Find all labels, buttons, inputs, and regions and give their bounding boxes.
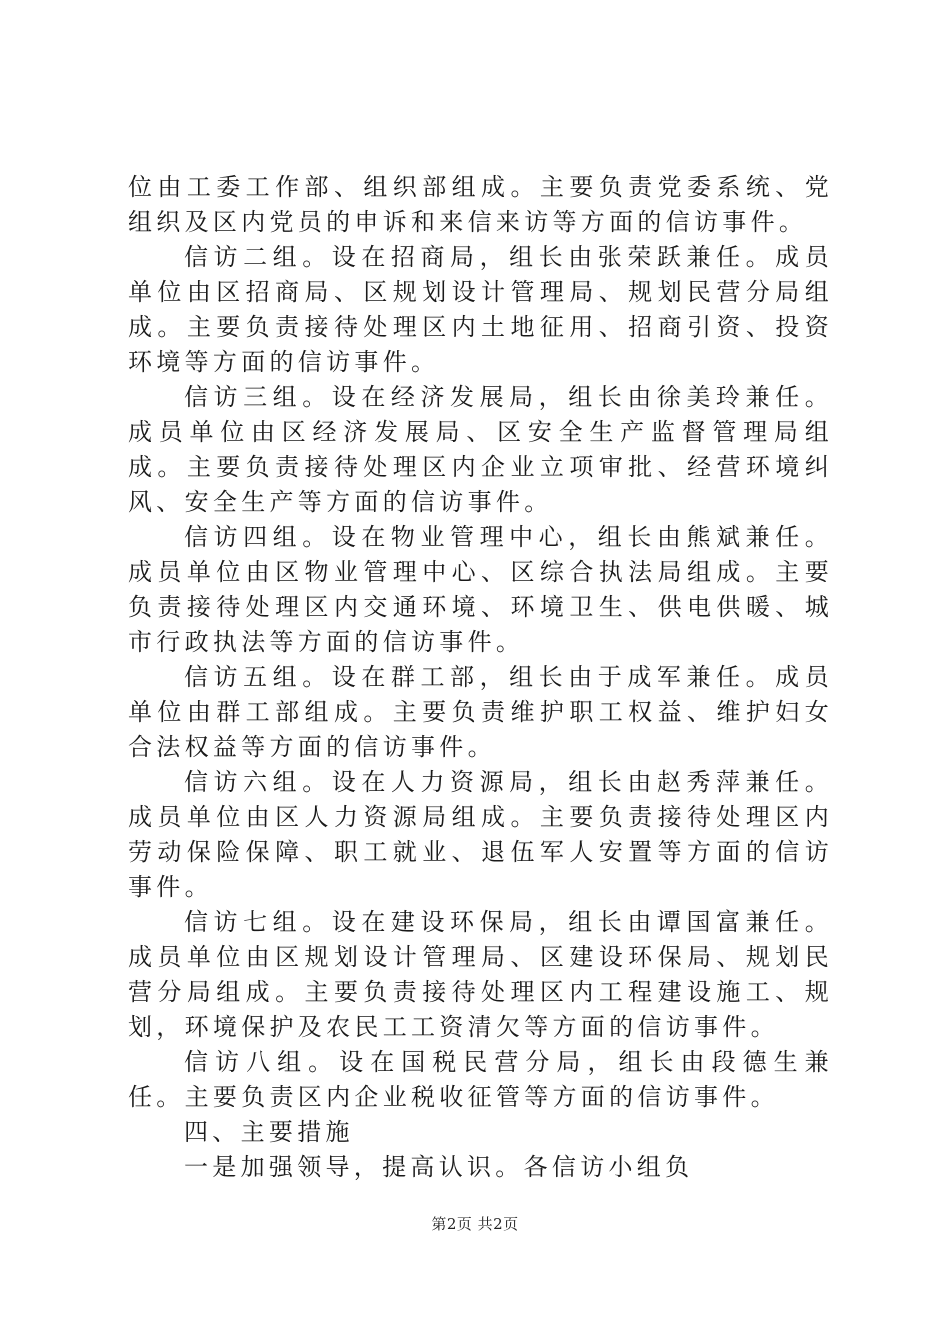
paragraph-7: 信访七组。设在建设环保局，组长由谭国富兼任。成员单位由区规划设计管理局、区建设环保局、规划民营分局组成。主要负责接待处理区内工程建设施工、规划，环境保护及农民工工资清欠等方面的信访事件。 (128, 908, 833, 1041)
page-footer: 第2页 共2页 (431, 1215, 519, 1233)
document-body (128, 170, 833, 1185)
paragraph-1: 位由工委工作部、组织部组成。主要负责党委系统、党组织及区内党员的申诉和来信来访等方面的信访事件。 (128, 173, 833, 236)
paragraph-6: 信访六组。设在人力资源局，组长由赵秀萍兼任。成员单位由区人力资源局组成。主要负责接待处理区内劳动保险保障、职工就业、退伍军人安置等方面的信访事件。 (128, 768, 833, 901)
paragraph-3: 信访三组。设在经济发展局，组长由徐美玲兼任。成员单位由区经济发展局、区安全生产监督管理局组成。主要负责接待处理区内企业立项审批、经营环境纠风、安全生产等方面的信访事件。 (128, 383, 833, 516)
paragraph-8: 信访八组。设在国税民营分局，组长由段德生兼任。主要负责区内企业税收征管等方面的信访事件。 (128, 1048, 833, 1111)
section-heading: 四、主要措施 (184, 1118, 354, 1146)
paragraph-5: 信访五组。设在群工部，组长由于成军兼任。成员单位由群工部组成。主要负责维护职工权益、维护妇女合法权益等方面的信访事件。 (128, 663, 833, 761)
paragraph-2: 信访二组。设在招商局，组长由张荣跃兼任。成员单位由区招商局、区规划设计管理局、规划民营分局组成。主要负责接待处理区内土地征用、招商引资、投资环境等方面的信访事件。 (128, 243, 833, 376)
paragraph-4: 信访四组。设在物业管理中心，组长由熊斌兼任。成员单位由区物业管理中心、区综合执法局组成。主要负责接待处理区内交通环境、环境卫生、供电供暖、城市行政执法等方面的信访事件。 (128, 523, 833, 656)
paragraph-10: 一是加强领导，提高认识。各信访小组负 (184, 1153, 694, 1181)
